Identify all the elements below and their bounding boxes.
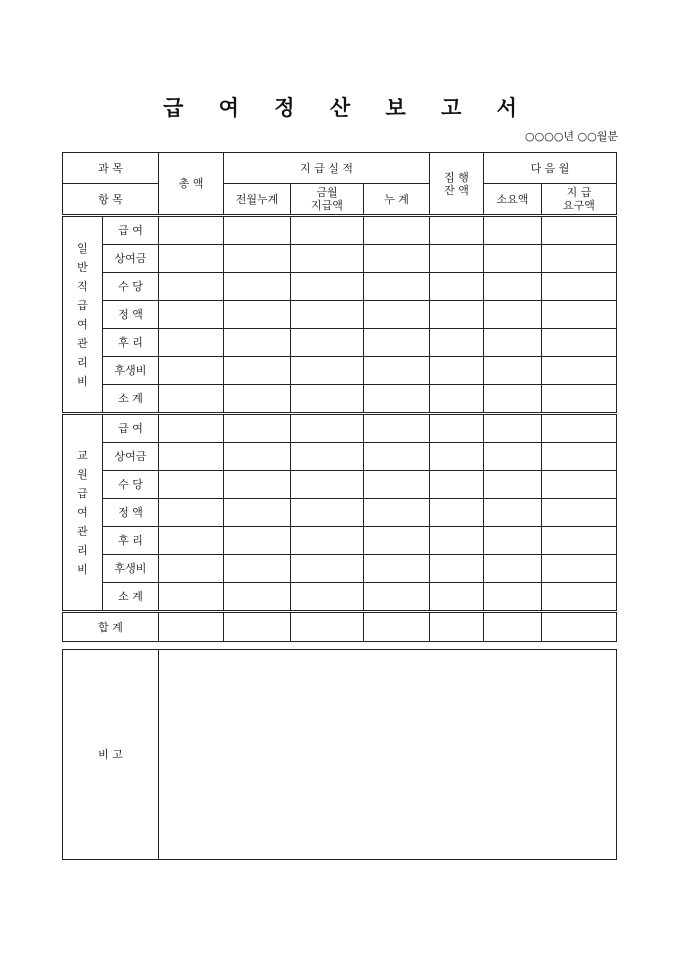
group-label-char: 비 <box>77 563 88 576</box>
row-item-label: 후생비 <box>103 357 159 385</box>
amount-cell[interactable] <box>364 499 430 527</box>
table-row <box>63 414 617 443</box>
amount-cell[interactable] <box>291 301 364 329</box>
total-cell[interactable] <box>159 612 224 642</box>
total-cell[interactable] <box>364 612 430 642</box>
amount-cell[interactable] <box>364 443 430 471</box>
amount-cell[interactable] <box>364 527 430 555</box>
amount-cell[interactable] <box>159 273 224 301</box>
amount-cell[interactable] <box>291 245 364 273</box>
group-label-char: 리 <box>77 355 88 369</box>
amount-cell[interactable] <box>430 583 484 612</box>
remarks-label: 비 고 <box>63 650 159 860</box>
header-this-month <box>291 184 364 216</box>
amount-cell[interactable] <box>484 443 542 471</box>
amount-cell[interactable] <box>159 443 224 471</box>
header-category: 과 목 <box>63 153 159 184</box>
amount-cell[interactable] <box>430 555 484 583</box>
row-item-label: 후생비 <box>103 555 159 583</box>
row-item-label: 정 액 <box>103 499 159 527</box>
amount-cell[interactable] <box>364 273 430 301</box>
header-required: 소요액 <box>484 184 542 216</box>
total-cell[interactable] <box>542 612 617 642</box>
amount-cell[interactable] <box>224 527 291 555</box>
amount-cell[interactable] <box>159 471 224 499</box>
row-item-label: 급 여 <box>103 414 159 443</box>
group-label-char: 관 <box>77 525 88 538</box>
amount-cell[interactable] <box>430 443 484 471</box>
amount-cell[interactable] <box>364 216 430 245</box>
total-cell[interactable] <box>484 612 542 642</box>
amount-cell[interactable] <box>484 555 542 583</box>
amount-cell[interactable] <box>291 443 364 471</box>
amount-cell[interactable] <box>224 245 291 273</box>
amount-cell[interactable] <box>159 414 224 443</box>
amount-cell[interactable] <box>542 555 617 583</box>
amount-cell[interactable] <box>159 555 224 583</box>
table-row <box>63 499 617 527</box>
group-label-char: 여 <box>77 317 88 331</box>
row-item-label: 급 여 <box>103 216 159 245</box>
amount-cell[interactable] <box>430 471 484 499</box>
table-row <box>63 329 617 357</box>
group-label-char: 급 <box>77 487 88 500</box>
amount-cell[interactable] <box>484 273 542 301</box>
amount-cell[interactable] <box>291 329 364 357</box>
amount-cell[interactable] <box>291 216 364 245</box>
group-label-char: 반 <box>77 260 88 274</box>
amount-cell[interactable] <box>430 527 484 555</box>
header-balance-line1: 집 행 <box>444 170 469 184</box>
amount-cell[interactable] <box>484 471 542 499</box>
row-item-label: 상여금 <box>103 443 159 471</box>
remarks-table <box>62 649 617 860</box>
table-row <box>63 555 617 583</box>
amount-cell[interactable] <box>364 329 430 357</box>
amount-cell[interactable] <box>364 385 430 414</box>
header-request-line2: 요구액 <box>563 199 595 212</box>
amount-cell[interactable] <box>364 245 430 273</box>
amount-cell[interactable] <box>364 414 430 443</box>
header-next-month: 다 음 월 <box>484 153 617 184</box>
row-item-label: 정 액 <box>103 301 159 329</box>
amount-cell[interactable] <box>430 414 484 443</box>
total-cell[interactable] <box>291 612 364 642</box>
table-row <box>63 471 617 499</box>
amount-cell[interactable] <box>542 329 617 357</box>
remarks-field[interactable] <box>159 650 617 860</box>
header-request-line1: 지 급 <box>566 186 592 199</box>
header-item: 항 목 <box>63 184 159 216</box>
settlement-table <box>62 152 617 642</box>
amount-cell[interactable] <box>484 414 542 443</box>
amount-cell[interactable] <box>542 583 617 612</box>
groups-body <box>63 216 617 612</box>
amount-cell[interactable] <box>364 583 430 612</box>
amount-cell[interactable] <box>224 471 291 499</box>
row-item-label: 수 당 <box>103 273 159 301</box>
total-label: 합 계 <box>63 612 159 642</box>
table-row <box>63 583 617 612</box>
amount-cell[interactable] <box>224 273 291 301</box>
group-label <box>63 216 103 414</box>
amount-cell[interactable] <box>291 471 364 499</box>
amount-cell[interactable] <box>224 443 291 471</box>
amount-cell[interactable] <box>364 357 430 385</box>
header-prev-cumulative: 전월누계 <box>224 184 291 216</box>
total-row <box>63 612 617 642</box>
group-label-char: 급 <box>77 298 88 312</box>
amount-cell[interactable] <box>291 555 364 583</box>
group-label-char: 직 <box>77 279 88 293</box>
amount-cell[interactable] <box>542 499 617 527</box>
total-cell[interactable] <box>430 612 484 642</box>
amount-cell[interactable] <box>542 245 617 273</box>
report-period: ○○○○년 ○○월분 <box>525 130 618 143</box>
amount-cell[interactable] <box>291 273 364 301</box>
amount-cell[interactable] <box>224 499 291 527</box>
amount-cell[interactable] <box>364 471 430 499</box>
amount-cell[interactable] <box>291 357 364 385</box>
amount-cell[interactable] <box>484 583 542 612</box>
amount-cell[interactable] <box>224 329 291 357</box>
table-row <box>63 385 617 414</box>
header-payment-record: 지 급 실 적 <box>224 153 430 184</box>
group-label-char: 리 <box>77 544 88 557</box>
amount-cell[interactable] <box>291 414 364 443</box>
amount-cell[interactable] <box>430 357 484 385</box>
group-label-char: 관 <box>77 336 88 350</box>
header-request <box>542 184 617 216</box>
row-item-label: 후 리 <box>103 329 159 357</box>
amount-cell[interactable] <box>484 357 542 385</box>
amount-cell[interactable] <box>430 245 484 273</box>
amount-cell[interactable] <box>224 216 291 245</box>
amount-cell[interactable] <box>159 385 224 414</box>
header-this-month-line1: 금월 <box>316 186 338 199</box>
amount-cell[interactable] <box>159 357 224 385</box>
amount-cell[interactable] <box>484 329 542 357</box>
table-row <box>63 245 617 273</box>
header-total-amount: 총 액 <box>159 153 224 216</box>
amount-cell[interactable] <box>484 527 542 555</box>
table-row <box>63 443 617 471</box>
amount-cell[interactable] <box>159 245 224 273</box>
amount-cell[interactable] <box>430 499 484 527</box>
amount-cell[interactable] <box>430 301 484 329</box>
amount-cell[interactable] <box>542 273 617 301</box>
amount-cell[interactable] <box>159 583 224 612</box>
amount-cell[interactable] <box>430 273 484 301</box>
amount-cell[interactable] <box>542 385 617 414</box>
amount-cell[interactable] <box>542 527 617 555</box>
amount-cell[interactable] <box>224 301 291 329</box>
amount-cell[interactable] <box>159 216 224 245</box>
table-row <box>63 357 617 385</box>
amount-cell[interactable] <box>224 583 291 612</box>
row-item-label: 수 당 <box>103 471 159 499</box>
amount-cell[interactable] <box>484 245 542 273</box>
table-row <box>63 301 617 329</box>
row-item-label: 소 계 <box>103 583 159 612</box>
group-label-char: 원 <box>77 468 88 481</box>
table-row <box>63 216 617 245</box>
amount-cell[interactable] <box>430 385 484 414</box>
row-item-label: 상여금 <box>103 245 159 273</box>
amount-cell[interactable] <box>430 329 484 357</box>
table-row <box>63 527 617 555</box>
group-label-char: 여 <box>77 506 88 519</box>
amount-cell[interactable] <box>484 499 542 527</box>
amount-cell[interactable] <box>542 471 617 499</box>
amount-cell[interactable] <box>291 583 364 612</box>
amount-cell[interactable] <box>430 216 484 245</box>
amount-cell[interactable] <box>542 301 617 329</box>
group-label-char: 일 <box>77 241 88 255</box>
amount-cell[interactable] <box>159 329 224 357</box>
amount-cell[interactable] <box>484 216 542 245</box>
header-balance <box>430 153 484 216</box>
amount-cell[interactable] <box>159 499 224 527</box>
group-label <box>63 414 103 612</box>
amount-cell[interactable] <box>291 385 364 414</box>
amount-cell[interactable] <box>484 301 542 329</box>
page-title: 급 여 정 산 보 고 서 <box>163 96 531 120</box>
amount-cell[interactable] <box>364 555 430 583</box>
header-cumulative: 누 계 <box>364 184 430 216</box>
row-item-label: 소 계 <box>103 385 159 414</box>
row-item-label: 후 리 <box>103 527 159 555</box>
amount-cell[interactable] <box>542 357 617 385</box>
header-this-month-line2: 지급액 <box>311 199 343 212</box>
amount-cell[interactable] <box>224 414 291 443</box>
group-label-char: 교 <box>77 449 88 462</box>
amount-cell[interactable] <box>542 414 617 443</box>
group-label-char: 비 <box>77 374 88 388</box>
amount-cell[interactable] <box>364 301 430 329</box>
amount-cell[interactable] <box>224 555 291 583</box>
header-balance-line2: 잔 액 <box>444 183 469 197</box>
table-row <box>63 273 617 301</box>
amount-cell[interactable] <box>159 301 224 329</box>
amount-cell[interactable] <box>484 385 542 414</box>
amount-cell[interactable] <box>542 216 617 245</box>
amount-cell[interactable] <box>291 499 364 527</box>
amount-cell[interactable] <box>542 443 617 471</box>
total-cell[interactable] <box>224 612 291 642</box>
amount-cell[interactable] <box>224 385 291 414</box>
amount-cell[interactable] <box>159 527 224 555</box>
amount-cell[interactable] <box>291 527 364 555</box>
amount-cell[interactable] <box>224 357 291 385</box>
